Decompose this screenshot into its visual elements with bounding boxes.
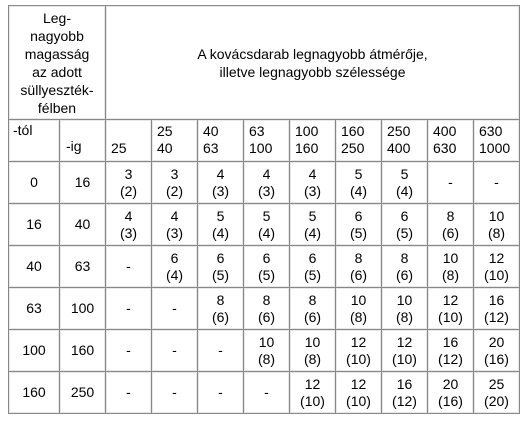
row-from: 63: [9, 288, 60, 330]
table-cell: 8 (6): [428, 204, 474, 246]
table-cell: -: [106, 246, 152, 288]
table-cell: -: [106, 330, 152, 372]
table-cell: 6 (5): [198, 246, 244, 288]
row-to: 160: [60, 330, 106, 372]
table-cell: 5 (4): [244, 204, 290, 246]
table-cell: 12 (10): [382, 330, 428, 372]
row-from: 100: [9, 330, 60, 372]
table-cell: 5 (4): [382, 162, 428, 204]
table-cell: 16 (12): [428, 330, 474, 372]
table-row: [9, 162, 520, 204]
table-wrapper: [8, 5, 520, 414]
table-cell: 10 (8): [290, 330, 336, 372]
table-cell: -: [474, 162, 520, 204]
table-cell: 6 (5): [290, 246, 336, 288]
to-label: -ig: [60, 120, 106, 162]
row-to: 16: [60, 162, 106, 204]
table-cell: -: [152, 330, 198, 372]
forging-table: [8, 5, 520, 414]
table-cell: 8 (6): [198, 288, 244, 330]
table-cell: 4 (3): [290, 162, 336, 204]
table-cell: 8 (6): [336, 246, 382, 288]
row-to: 63: [60, 246, 106, 288]
table-cell: 4 (3): [198, 162, 244, 204]
table-cell: 10 (8): [428, 246, 474, 288]
table-cell: 16 (12): [382, 372, 428, 414]
table-cell: 6 (5): [382, 204, 428, 246]
table-row: [9, 372, 520, 414]
table-row: [9, 288, 520, 330]
row-from: 0: [9, 162, 60, 204]
table-cell: -: [106, 288, 152, 330]
table-cell: 12 (10): [336, 372, 382, 414]
header-row: [9, 6, 520, 120]
column-header: 100 160: [290, 120, 336, 162]
column-header: 25: [106, 120, 152, 162]
table-cell: 16 (12): [474, 288, 520, 330]
table-cell: 3 (2): [152, 162, 198, 204]
table-cell: 6 (5): [336, 204, 382, 246]
table-cell: -: [152, 372, 198, 414]
column-header: 160 250: [336, 120, 382, 162]
row-to: 250: [60, 372, 106, 414]
table-cell: 4 (3): [152, 204, 198, 246]
column-header: 630 1000: [474, 120, 520, 162]
row-to: 40: [60, 204, 106, 246]
table-cell: -: [198, 330, 244, 372]
column-header: 25 40: [152, 120, 198, 162]
table-row: [9, 330, 520, 372]
table-cell: -: [428, 162, 474, 204]
table-cell: 20 (16): [474, 330, 520, 372]
table-cell: 5 (4): [290, 204, 336, 246]
table-cell: 10 (8): [382, 288, 428, 330]
row-to: 100: [60, 288, 106, 330]
table-row: [9, 246, 520, 288]
row-from: 160: [9, 372, 60, 414]
column-header-row: [9, 120, 520, 162]
table-cell: 25 (20): [474, 372, 520, 414]
table-cell: 12 (10): [336, 330, 382, 372]
table-cell: 8 (6): [290, 288, 336, 330]
table-cell: 4 (3): [244, 162, 290, 204]
table-cell: 3 (2): [106, 162, 152, 204]
column-header: 250 400: [382, 120, 428, 162]
table-cell: -: [244, 372, 290, 414]
table-cell: 6 (5): [244, 246, 290, 288]
height-header: Leg- nagyobb magasság az adott süllyeszték- félben: [9, 6, 106, 120]
diameter-header: A kovácsdarab legnagyobb átmérője, illetve legnagyobb szélessége: [106, 6, 520, 120]
column-header: 63 100: [244, 120, 290, 162]
table-cell: 12 (10): [428, 288, 474, 330]
table-cell: 12 (10): [290, 372, 336, 414]
table-cell: -: [106, 372, 152, 414]
table-row: [9, 204, 520, 246]
column-header: 400 630: [428, 120, 474, 162]
table-cell: 5 (4): [336, 162, 382, 204]
row-from: 16: [9, 204, 60, 246]
table-cell: 10 (8): [474, 204, 520, 246]
table-cell: -: [198, 372, 244, 414]
table-cell: 20 (16): [428, 372, 474, 414]
table-cell: 8 (6): [244, 288, 290, 330]
table-cell: 8 (6): [382, 246, 428, 288]
from-label: -tól: [9, 120, 60, 162]
table-cell: -: [152, 288, 198, 330]
table-cell: 10 (8): [244, 330, 290, 372]
table-cell: 6 (4): [152, 246, 198, 288]
table-cell: 5 (4): [198, 204, 244, 246]
table-cell: 4 (3): [106, 204, 152, 246]
column-header: 40 63: [198, 120, 244, 162]
table-cell: 10 (8): [336, 288, 382, 330]
table-cell: 12 (10): [474, 246, 520, 288]
row-from: 40: [9, 246, 60, 288]
